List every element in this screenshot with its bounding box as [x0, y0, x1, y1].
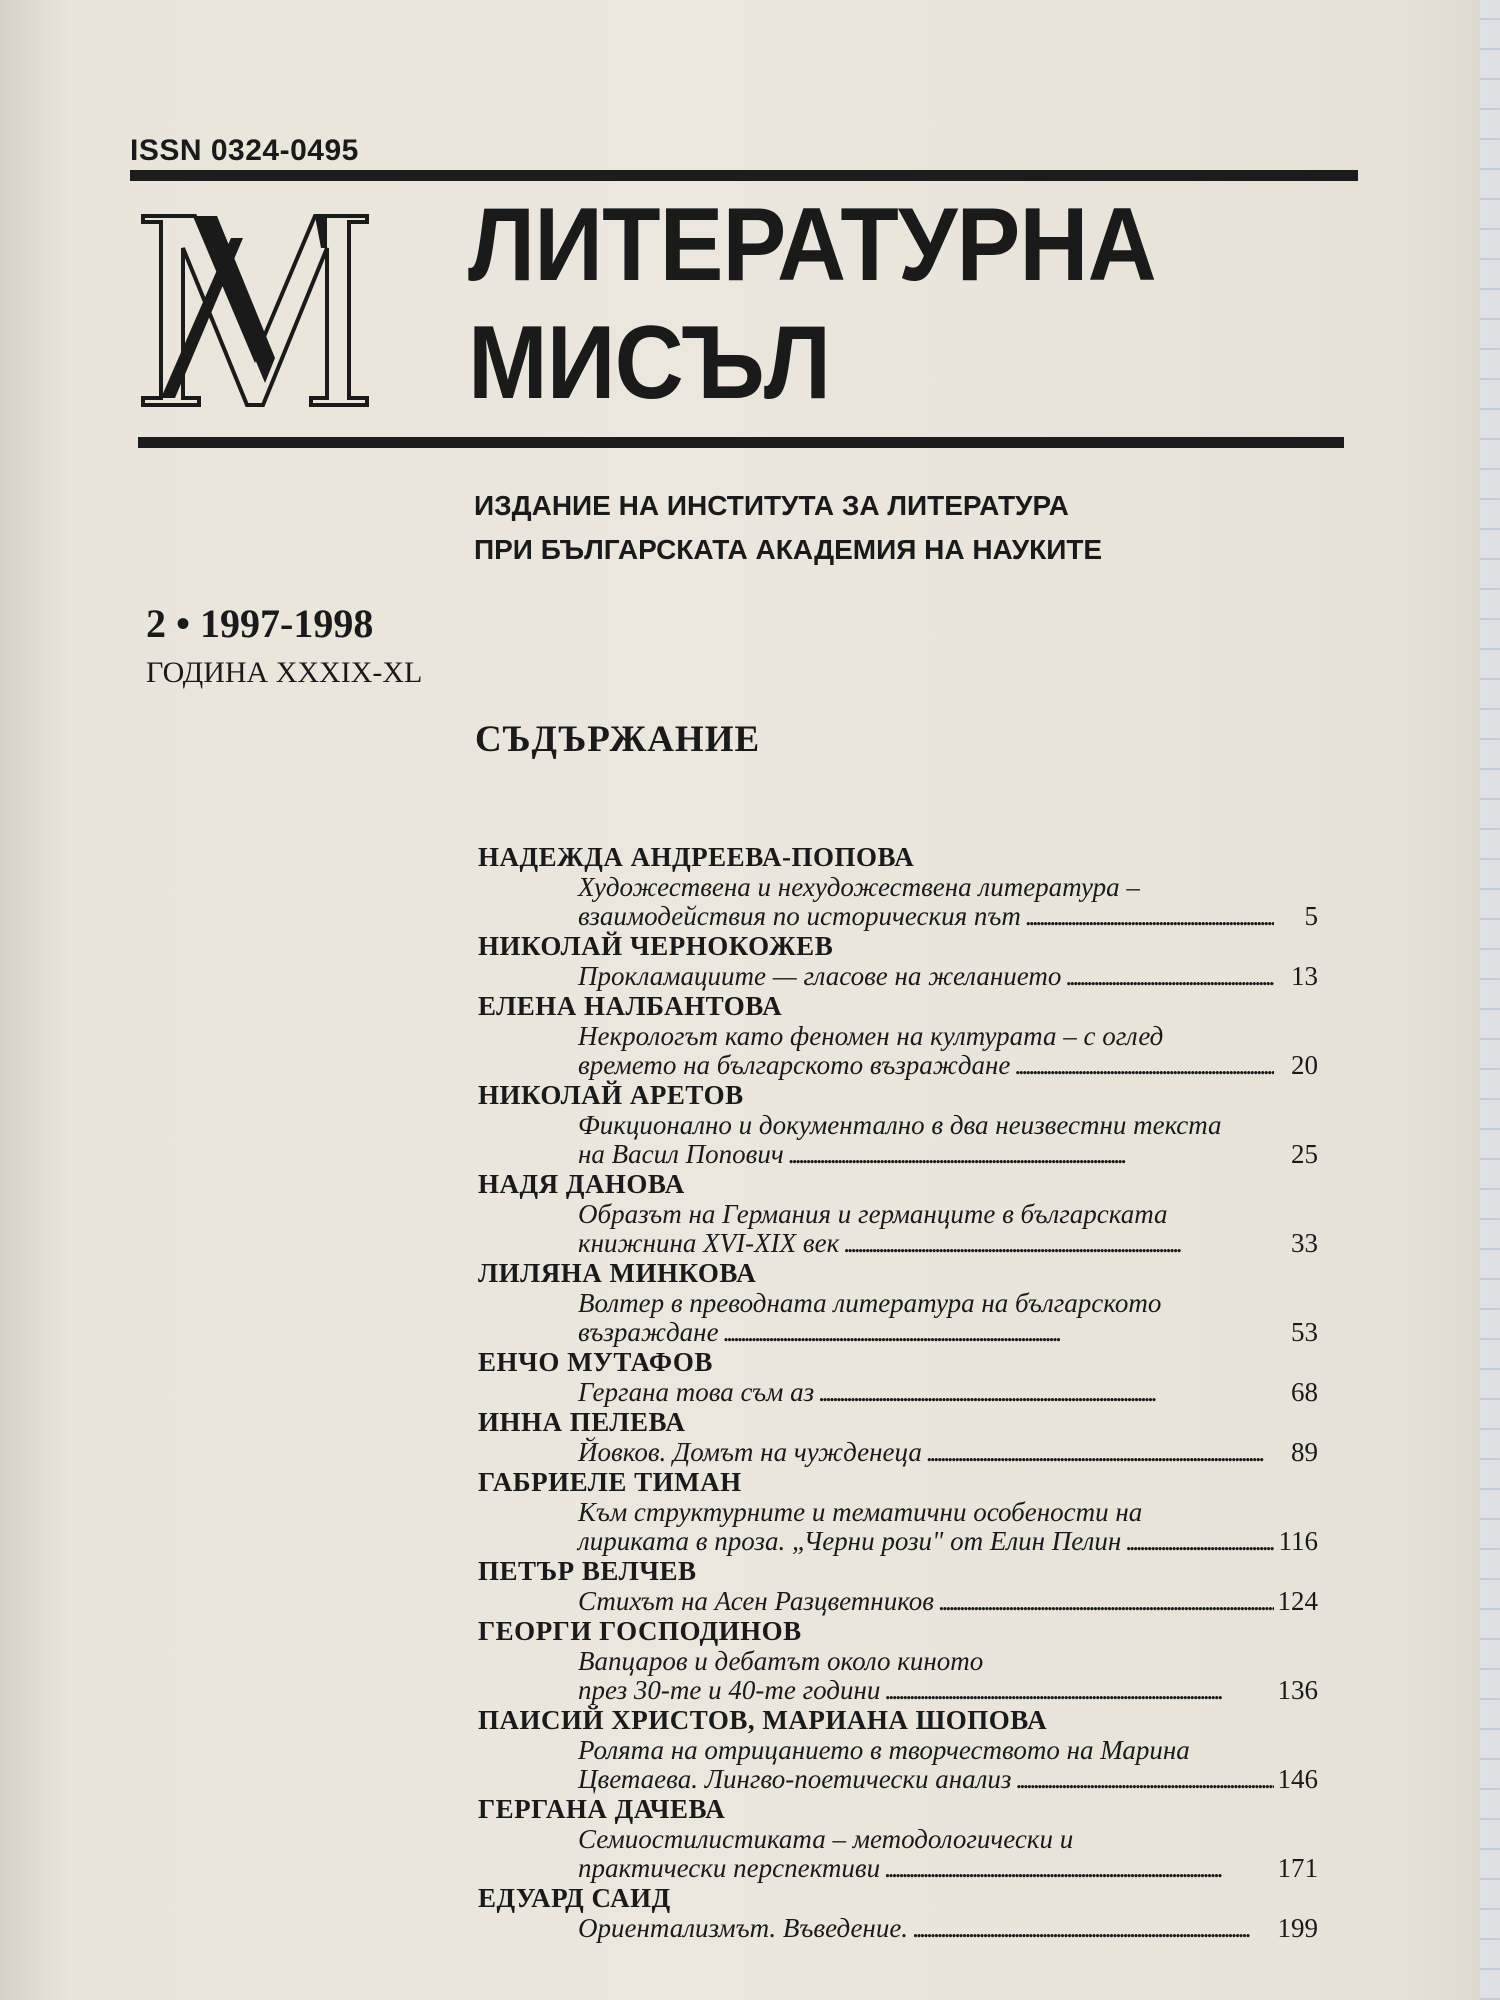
toc-article-line: [578, 1676, 1318, 1705]
toc-author: ГАБРИЕЛЕ ТИМАН: [478, 1467, 742, 1497]
dot-leader: [912, 1914, 1273, 1943]
subtitle-line2: ПРИ БЪЛГАРСКАТА АКАДЕМИЯ НА НАУКИТЕ: [474, 534, 1103, 565]
toc-article-title-line1: Некрологът като феномен на културата – с оглед: [578, 1021, 1164, 1051]
toc-article: [578, 1498, 1318, 1556]
toc-article-title-line2: през 30-те и 40-те години: [578, 1675, 881, 1705]
dot-leader: [884, 1854, 1273, 1883]
toc-author: ЕДУАРД САИД: [478, 1883, 671, 1913]
toc-article-title-line2: Гергана това съм аз: [578, 1377, 815, 1407]
dot-leader: [1014, 1051, 1274, 1080]
toc-article-line: [578, 1587, 1318, 1616]
toc-author: ИННА ПЕЛЕВА: [478, 1407, 686, 1437]
toc-page-number: 124: [1277, 1586, 1318, 1616]
table-of-contents: [478, 842, 1318, 1943]
toc-entry: [478, 842, 1318, 931]
toc-entry: [478, 1794, 1318, 1883]
toc-article-title-line2: Цветаева. Лингво-поетически анализ: [578, 1764, 1012, 1794]
toc-article-title-line1: Към структурните и тематични особености на: [578, 1497, 1143, 1527]
toc-article-title-line2: Стихът на Асен Разцветников: [578, 1586, 935, 1616]
toc-article-title-line1: Ролята на отрицанието в творчеството на Марина: [578, 1735, 1190, 1765]
toc-article-line: [578, 1765, 1318, 1794]
toc-author: НАДЕЖДА АНДРЕЕВА-ПОПОВА: [478, 842, 915, 872]
issn-number: ISSN 0324-0495: [130, 134, 359, 167]
toc-page-number: 146: [1277, 1764, 1318, 1794]
toc-article: [578, 1111, 1318, 1169]
toc-article: [578, 1289, 1318, 1347]
toc-article-line: [578, 1378, 1318, 1407]
toc-article: [578, 1587, 1318, 1616]
toc-article-title-line2: книжнина XVI-XIX век: [578, 1228, 840, 1258]
toc-author: ГЕРГАНА ДАЧЕВА: [478, 1794, 726, 1824]
toc-article-title-line2: възраждане: [578, 1317, 719, 1347]
dot-leader: [843, 1229, 1274, 1258]
toc-article: [578, 962, 1318, 991]
toc-page-number: 25: [1291, 1139, 1318, 1169]
toc-page-number: 199: [1277, 1913, 1318, 1943]
toc-article-title-line2: Ориентализмът. Въведение.: [578, 1913, 909, 1943]
subtitle-line1: ИЗДАНИЕ НА ИНСТИТУТА ЗА ЛИТЕРАТУРА: [474, 490, 1069, 521]
dot-leader: [788, 1140, 1274, 1169]
dot-leader: [1125, 1527, 1274, 1556]
toc-article-line: [578, 1140, 1318, 1169]
toc-page-number: 136: [1277, 1675, 1318, 1705]
toc-article: [578, 1914, 1318, 1943]
adjacent-grid-paper: [1480, 0, 1500, 2000]
toc-article-line: [578, 1229, 1318, 1258]
toc-article: [578, 1438, 1318, 1467]
toc-article-title-line2: на Васил Попович: [578, 1139, 784, 1169]
toc-entry: [478, 1347, 1318, 1407]
toc-author: ПЕТЪР ВЕЛЧЕВ: [478, 1556, 697, 1586]
toc-entry: [478, 1169, 1318, 1258]
dot-leader: [926, 1438, 1274, 1467]
toc-article: [578, 1736, 1318, 1794]
toc-entry: [478, 931, 1318, 991]
journal-logo-icon: [135, 208, 375, 413]
toc-article-line: [578, 902, 1318, 931]
dot-leader: [1065, 962, 1274, 991]
toc-entry: [478, 991, 1318, 1080]
toc-article: [578, 873, 1318, 931]
toc-entry: [478, 1556, 1318, 1616]
toc-page-number: 5: [1304, 901, 1318, 931]
toc-entry: [478, 1258, 1318, 1347]
toc-article-title-line2: лириката в проза. „Черни рози" от Елин Пелин: [578, 1526, 1122, 1556]
toc-article-line: [578, 1527, 1318, 1556]
dot-leader: [938, 1587, 1273, 1616]
toc-entry: [478, 1883, 1318, 1943]
toc-author: ЕЛЕНА НАЛБАНТОВА: [478, 991, 783, 1021]
toc-page-number: 53: [1291, 1317, 1318, 1347]
dot-leader: [1015, 1765, 1273, 1794]
toc-article-title-line2: взаимодействия по историческия път: [578, 901, 1021, 931]
toc-article: [578, 1022, 1318, 1080]
toc-page-number: 171: [1277, 1853, 1318, 1883]
journal-title-line1: ЛИТЕРАТУРНА: [468, 187, 1156, 303]
journal-title: [468, 186, 1156, 422]
toc-article-title-line1: Волтер в преводната литература на българското: [578, 1288, 1162, 1318]
toc-entry: [478, 1705, 1318, 1794]
toc-author: ЕНЧО МУТАФОВ: [478, 1347, 713, 1377]
toc-article-line: [578, 1318, 1318, 1347]
toc-page-number: 13: [1291, 961, 1318, 991]
toc-article: [578, 1378, 1318, 1407]
dot-leader: [1025, 902, 1274, 931]
dot-leader: [884, 1676, 1273, 1705]
toc-author: ЛИЛЯНА МИНКОВА: [478, 1258, 757, 1288]
toc-author: НИКОЛАЙ ЧЕРНОКОЖЕВ: [478, 931, 834, 961]
toc-author: НИКОЛАЙ АРЕТОВ: [478, 1080, 744, 1110]
toc-article-title-line2: Прокламациите — гласове на желанието: [578, 961, 1062, 991]
toc-entry: [478, 1616, 1318, 1705]
toc-page-number: 89: [1291, 1437, 1318, 1467]
toc-article: [578, 1200, 1318, 1258]
dot-leader: [818, 1378, 1274, 1407]
bottom-rule: [138, 437, 1344, 448]
top-rule: [130, 170, 1358, 181]
toc-page-number: 116: [1278, 1526, 1318, 1556]
toc-article-line: [578, 1854, 1318, 1883]
toc-page-number: 20: [1291, 1050, 1318, 1080]
toc-page-number: 68: [1291, 1377, 1318, 1407]
toc-author: НАДЯ ДАНОВА: [478, 1169, 685, 1199]
publisher-subtitle: [474, 484, 1102, 572]
toc-author: ГЕОРГИ ГОСПОДИНОВ: [478, 1616, 802, 1646]
toc-entry: [478, 1407, 1318, 1467]
contents-heading: СЪДЪРЖАНИЕ: [475, 719, 761, 760]
toc-article-title-line1: Вапцаров и дебатът около киното: [578, 1646, 984, 1676]
toc-article-line: [578, 1051, 1318, 1080]
toc-article-line: [578, 962, 1318, 991]
toc-article-title-line1: Образът на Германия и германците в българската: [578, 1199, 1168, 1229]
toc-article-title-line1: Художествена и нехудожествена литература –: [578, 872, 1140, 902]
volume-year: ГОДИНА XXXIX-XL: [146, 656, 423, 689]
toc-entry: [478, 1080, 1318, 1169]
toc-page-number: 33: [1291, 1228, 1318, 1258]
toc-article-line: [578, 1438, 1318, 1467]
toc-article: [578, 1647, 1318, 1705]
dot-leader: [723, 1318, 1274, 1347]
toc-article-title-line2: Йовков. Домът на чужденеца: [578, 1437, 922, 1467]
toc-entry: [478, 1467, 1318, 1556]
journal-title-line2: МИСЪЛ: [468, 305, 831, 421]
toc-article-title-line1: Семиостилистиката – методологически и: [578, 1824, 1074, 1854]
toc-article-title-line2: времето на българското възраждане: [578, 1050, 1011, 1080]
toc-article-line: [578, 1914, 1318, 1943]
toc-article-title-line2: практически перспективи: [578, 1853, 881, 1883]
toc-author: ПАИСИЙ ХРИСТОВ, МАРИАНА ШОПОВА: [478, 1705, 1048, 1735]
toc-article-title-line1: Фикционално и документално в два неизвестни текста: [578, 1110, 1222, 1140]
issue-number: 2 • 1997-1998: [146, 601, 374, 646]
toc-article: [578, 1825, 1318, 1883]
